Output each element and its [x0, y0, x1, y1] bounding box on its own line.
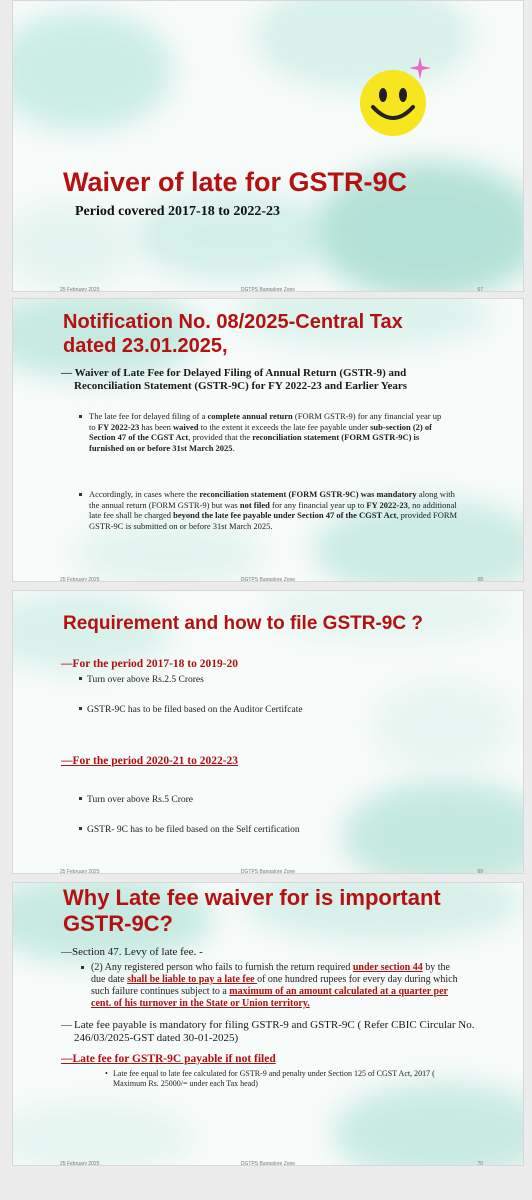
period-2: —For the period 2020-21 to 2022-23: [61, 755, 239, 767]
dot-icon: •: [105, 1069, 108, 1078]
dash-icon: —: [61, 946, 72, 958]
slide-1-subtitle: Period covered 2017-18 to 2022-23: [75, 204, 281, 219]
footer-zone: DGTPS Bangalore Zone: [240, 577, 296, 582]
heading-line2: Reconciliation Statement (GSTR-9C) for FY 2022-23 and Earlier Years: [74, 380, 408, 392]
dash-icon: —: [61, 367, 75, 379]
slide-1: [12, 0, 524, 292]
period-2-bullet-2: GSTR- 9C has to be filed based on the Self certification: [79, 824, 300, 836]
slide-4-bullet-2: • Late fee equal to late fee calculated for GSTR-9 and penalty under Section 125 of CGST Act, 2017 ( Maximum Rs. 25000/= under each Tax head): [105, 1069, 435, 1088]
period-2-bullet-1: Turn over above Rs.5 Crore: [79, 794, 193, 806]
footer-date: 25 February 2025: [60, 287, 100, 292]
late-fee-9c: —Late fee for GSTR-9C payable if not filed: [61, 1053, 276, 1065]
footer-page: 69: [477, 869, 483, 874]
period-1-bullet-2: GSTR-9C has to be filed based on the Auditor Certifcate: [79, 704, 303, 716]
bullet-icon: [81, 966, 84, 969]
heading-line1: Waiver of Late Fee for Delayed Filing of Annual Return (GSTR-9) and: [74, 367, 407, 379]
dash-icon: —: [61, 658, 73, 670]
slide-4: [12, 882, 524, 1166]
slide-4-title-line1: Why Late fee waiver for is important: [63, 885, 441, 910]
period-1: —For the period 2017-18 to 2019-20: [61, 658, 239, 670]
period-1-bullet-1: Turn over above Rs.2.5 Crores: [79, 674, 204, 686]
footer-date: 25 February 2025: [60, 869, 100, 874]
sparkle-icon: [409, 57, 431, 79]
slide-2-bullet-2: Accordingly, in cases where the reconciliation statement (FORM GSTR-9C) was mandatory along with the annual return (FORM GSTR-9) but was not filed for any financial year up to FY 2022-23, no additional late fee shall be charged beyond the late fee payable under Section 47 of the CGST Act, provided FORM GSTR-9C is submitted on or before 31st March 2025.: [89, 489, 461, 531]
footer-date: 25 February 2025: [60, 1161, 100, 1166]
bullet-icon: [79, 677, 82, 680]
dash-icon: —: [61, 755, 73, 767]
slide-3-title: Requirement and how to file GSTR-9C ?: [63, 613, 423, 634]
footer-zone: DGTPS Bangalore Zone: [240, 1161, 296, 1166]
dash-icon: —: [61, 1053, 73, 1065]
footer-zone: DGTPS Bangalore Zone: [240, 869, 296, 874]
slide-4-title-line2: GSTR-9C?: [63, 911, 173, 936]
bullet-icon: [79, 493, 82, 496]
bullet-icon: [79, 415, 82, 418]
slide-3: [12, 590, 524, 874]
footer-date: 25 February 2025: [60, 577, 100, 582]
slide-4-bullet-1: (2) Any registered person who fails to furnish the return required under section 44 by the due date shall be liable to pay a late fee of one hundred rupees for every day during which such failure continues subject to a maximum of an amount calculated at a quarter per cent. of his turnover in the State or Union territory.: [91, 962, 459, 1010]
slide-2-heading: [61, 367, 511, 393]
slide-2-bullet-1: The late fee for delayed filing of a complete annual return (FORM GSTR-9) for any financial year up to FY 2022-23 has been waived to the extent it exceeds the late fee payable under sub-section (2) of Section 47 of the CGST Act, provided that the reconciliation statement (FORM GSTR-9C) is furnished on or before 31st March 2025.: [89, 411, 447, 453]
bullet-icon: [79, 707, 82, 710]
bullet-icon: [79, 827, 82, 830]
footer-page: 70: [477, 1161, 483, 1166]
slide-1-title: Waiver of late for GSTR-9C: [63, 167, 408, 197]
slide-2: [12, 298, 524, 582]
footer-zone: DGTPS Bangalore Zone: [240, 287, 296, 292]
smiley-icon: [359, 69, 427, 137]
bullet-icon: [79, 797, 82, 800]
slide-2-title-line2: dated 23.01.2025,: [63, 335, 228, 357]
dash-icon: —: [61, 1019, 72, 1031]
late-fee-mandatory: — Late fee payable is mandatory for filing GSTR-9 and GSTR-9C ( Refer CBIC Circular No. 246/03/2025-GST dated 30-01-2025): [61, 1019, 475, 1044]
slide-2-title-line1: Notification No. 08/2025-Central Tax: [63, 311, 403, 333]
footer-page: 67: [477, 287, 483, 292]
section-47: —Section 47. Levy of late fee. -: [61, 946, 203, 958]
footer-page: 68: [477, 577, 483, 582]
